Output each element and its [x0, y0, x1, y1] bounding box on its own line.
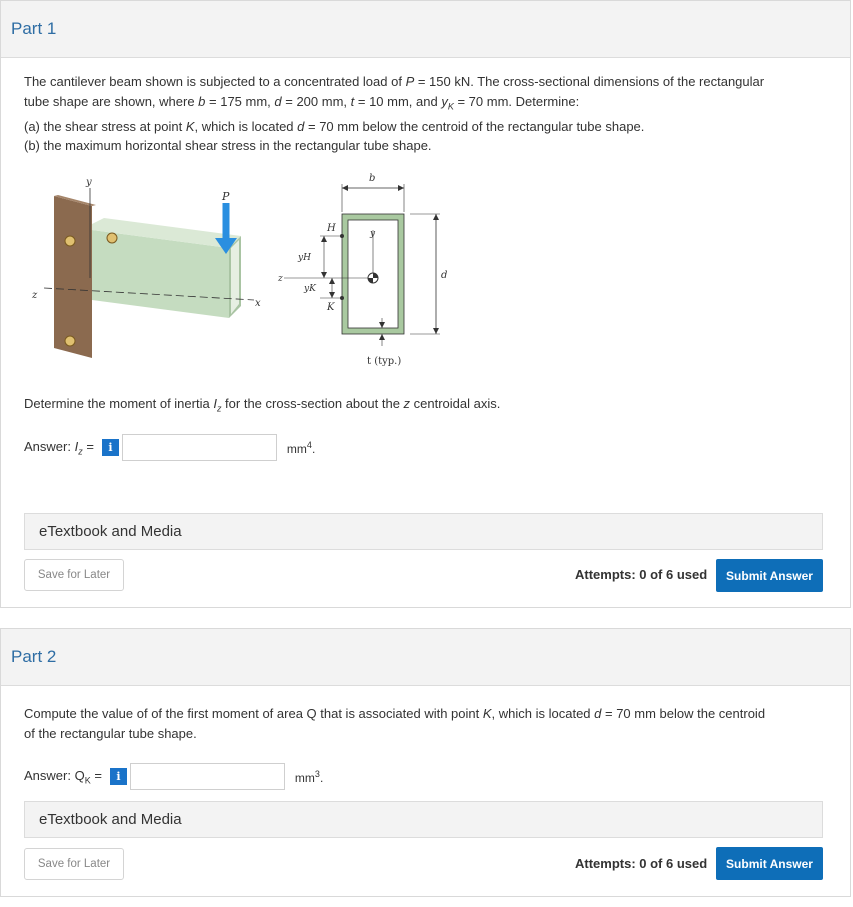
- part2-submit-button[interactable]: Submit Answer: [716, 847, 823, 880]
- problem-line: The cantilever beam shown is subjected to a concentrated load of P = 150 kN. The cross-sectional dimensions of the rectangular: [24, 74, 765, 89]
- part2-save-button[interactable]: Save for Later: [24, 848, 124, 880]
- qk-answer-input[interactable]: [130, 763, 285, 790]
- iz-answer-input[interactable]: [122, 434, 277, 461]
- part2-header: [1, 629, 850, 686]
- part2-title: Part 2: [11, 647, 57, 666]
- part2-etextbook[interactable]: eTextbook and Media: [24, 801, 823, 838]
- part1-title: Part 1: [11, 19, 57, 38]
- axis-x-label: x: [255, 298, 261, 309]
- part2-question: [24, 704, 824, 743]
- problem-line: (a) the shear stress at point K, which is located d = 70 mm below the centroid of the rectangular tube shape.: [24, 118, 645, 134]
- part1-answer-label: Answer: $I_z$ =: [24, 438, 94, 457]
- info-icon[interactable]: i: [102, 439, 119, 456]
- thickness-label: t (typ.): [367, 356, 402, 367]
- info-icon[interactable]: i: [110, 768, 127, 785]
- beam-figure: [24, 168, 484, 378]
- part1-answer-row: [24, 434, 315, 461]
- section-z-label: z: [278, 274, 283, 284]
- part2-attempts: Attempts: 0 of 6 used: [575, 856, 708, 871]
- dim-d-label: d: [441, 270, 448, 281]
- part2-question-line: of the rectangular tube shape.: [24, 725, 197, 741]
- wall-plate: [54, 196, 92, 358]
- part1-attempts: Attempts: 0 of 6 used: [575, 567, 708, 582]
- part2-answer-row: [24, 763, 323, 790]
- part1-submit-button[interactable]: Submit Answer: [716, 559, 823, 592]
- part2-answer-label: Answer: $Q_K$ =: [24, 767, 102, 786]
- point-K-label: K: [327, 302, 335, 313]
- part1-etextbook[interactable]: eTextbook and Media: [24, 513, 823, 550]
- dim-b-label: b: [369, 173, 376, 184]
- part1-header: [1, 1, 850, 58]
- problem-line: (b) the maximum horizontal shear stress in the rectangular tube shape.: [24, 138, 432, 154]
- axis-z-label: z: [32, 290, 38, 301]
- cross-section: [277, 173, 447, 367]
- problem-statement: [24, 72, 824, 156]
- part2-unit: $mm^3$.: [294, 768, 324, 785]
- part1-question: Determine the moment of inertia $I_z$ for the cross-section about the z centroidal axis.: [24, 396, 501, 414]
- dim-yK-label: yK: [304, 284, 316, 294]
- part1-save-button[interactable]: Save for Later: [24, 559, 124, 591]
- part2-question-line: Compute the value of of the first moment of area Q that is associated with point K, which is located d = 70 mm below the centroid: [24, 706, 766, 721]
- part1-unit: $mm^4$.: [286, 439, 316, 456]
- load-label: P: [222, 190, 230, 203]
- dim-yH-label: yH: [298, 253, 311, 263]
- axis-y-label: y: [86, 177, 92, 188]
- point-H-label: H: [327, 223, 336, 234]
- problem-line: tube shape are shown, where b = 175 mm, d = 200 mm, t = 10 mm, and $y_K = 70$ mm. Determine:: [24, 93, 580, 112]
- section-y-label: y: [370, 229, 376, 239]
